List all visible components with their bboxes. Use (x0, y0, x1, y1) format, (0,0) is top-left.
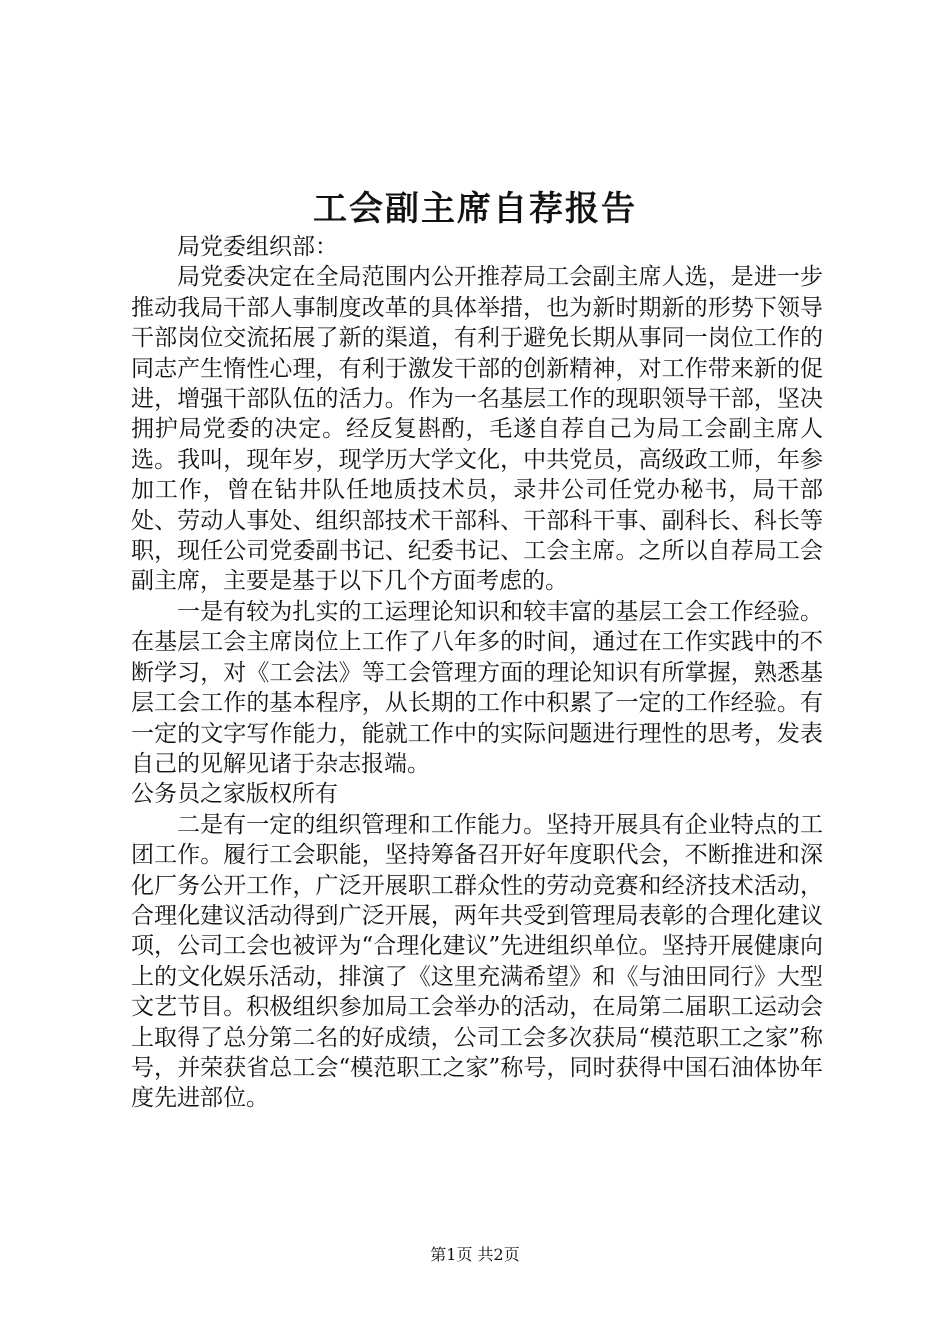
body-paragraph-intro: 局党委决定在全局范围内公开推荐局工会副主席人选，是进一步推动我局干部人事制度改革的具体举措，也为新时期新的形势下领导干部岗位交流拓展了新的渠道，有利于避免长期从事同一岗位工作的同志产生惰性心理，有利于激发干部的创新精神，对工作带来新的促进，增强干部队伍的活力。作为一名基层工作的现职领导干部，坚决拥护局党委的决定。经反复斟酌，毛遂自荐自己为局工会副主席人选。我叫，现年岁，现学历大学文化，中共党员，高级政工师，年参加工作，曾在钻井队任地质技术员，录井公司任党办秘书，局干部处、劳动人事处、组织部技术干部科、干部科干事、副科长、科长等职，现任公司党委副书记、纪委书记、工会主席。之所以自荐局工会副主席，主要是基于以下几个方面考虑的。 (131, 264, 823, 595)
body-paragraph-point-1: 一是有较为扎实的工运理论知识和较丰富的基层工会工作经验。在基层工会主席岗位上工作了八年多的时间，通过在工作实践中的不断学习，对《工会法》等工会管理方面的理论知识有所掌握，熟悉基层工会工作的基本程序，从长期的工作中积累了一定的工作经验。有一定的文字写作能力，能就工作中的实际问题进行理性的思考，发表自己的见解见诸于杂志报端。 (131, 598, 823, 777)
document-title: 工会副主席自荐报告 (313, 189, 637, 229)
body-paragraph-point-2: 二是有一定的组织管理和工作能力。坚持开展具有企业特点的工团工作。履行工会职能，坚持筹备召开好年度职代会，不断推进和深化厂务公开工作，广泛开展职工群众性的劳动竞赛和经济技术活动，合理化建议活动得到广泛开展，两年共受到管理局表彰的合理化建议项，公司工会也被评为“合理化建议”先进组织单位。坚持开展健康向上的文化娱乐活动，排演了《这里充满希望》和《与油田同行》大型文艺节目。积极组织参加局工会举办的活动，在局第二届职工运动会上取得了总分第二名的好成绩，公司工会多次获局“模范职工之家”称号，并荣获省总工会“模范职工之家”称号，同时获得中国石油体协年度先进部位。 (131, 811, 823, 1112)
salutation: 局党委组织部： (177, 234, 338, 260)
document-body (131, 232, 823, 1114)
copyright-note: 公务员之家版权所有 (131, 781, 338, 808)
page-number-footer: 第1页 共2页 (430, 1245, 520, 1264)
